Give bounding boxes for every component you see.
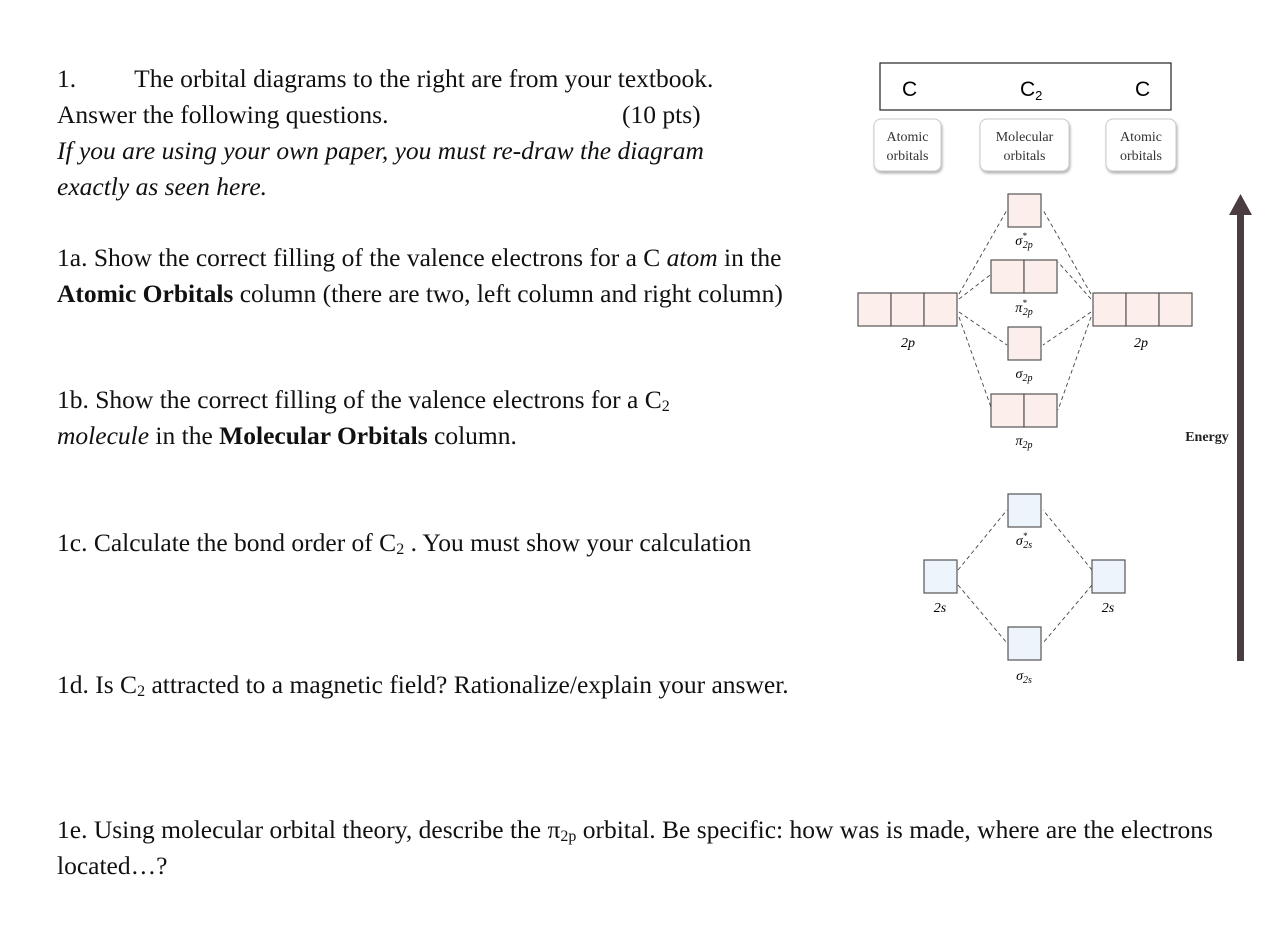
question-1c [57,525,837,561]
label-2s-left: 2s [933,601,947,616]
q1d-text-start: 1d. Is C [57,670,138,699]
q1a-atomic-orbitals: Atomic Orbitals [57,279,234,308]
label-sigma-2s: $\sigma_{2s}$ [1016,669,1032,686]
header-right-atom: C [1135,78,1151,101]
label-2s-right: 2s [1101,601,1115,616]
header-left-atom: C [902,78,918,101]
question-points: (10 pts) [622,100,701,129]
mo-pi-star-2p [991,260,1057,293]
col-label-center [980,119,1069,171]
svg-text:Atomic: Atomic [1120,130,1162,145]
label-pi-2p: $\pi_{2p}$ [1015,434,1033,451]
q1c-text-end: . You must show your calculation [404,528,752,557]
col-label-left [874,119,941,171]
mo-sigma-star-2p [1008,194,1041,227]
q1a-text-mid: in the [717,243,782,272]
question-1-note: If you are using your own paper, you must re-draw the diagram exactly as seen here. [57,136,704,201]
col-label-right [1106,119,1176,171]
question-1 [57,61,777,205]
ao-2s-left [924,560,957,593]
question-1a [57,240,797,312]
label-2p-right: 2p [1134,336,1148,351]
question-1b [57,382,797,454]
mo-sigma-2s [1008,627,1041,660]
q1b-text-mid: in the [149,421,220,450]
q1b-molecule-word: molecule [57,421,150,450]
q1b-text-end: column. [427,421,517,450]
q1a-atom-word: atom [666,243,718,272]
ao-2p-right [1093,293,1192,326]
svg-text:Atomic: Atomic [886,130,929,145]
question-number: 1. [57,64,77,93]
label-sigma-2p: $\sigma_{2p}$ [1015,367,1033,384]
mo-sigma-2p [1008,327,1041,360]
svg-text:orbitals: orbitals [886,149,929,164]
question-1-instruction: Answer the following questions. [57,100,389,129]
question-1e [57,812,1217,884]
energy-label: Energy [1185,430,1229,445]
label-sigma-star-2p: σ* 2p [1015,231,1033,251]
q1b-subscript: 2 [661,398,670,415]
q1b-text-start: 1b. Show the correct filling of the valence electrons for a C [57,385,662,414]
q1c-text-start: 1c. Calculate the bond order of C [57,528,397,557]
svg-text:Molecular: Molecular [995,130,1054,145]
mo-diagram [850,55,1260,705]
q1e-text-end: orbital. Be specific: how was is made, where are the electrons located…? [57,815,1213,880]
q1b-molecular-orbitals: Molecular Orbitals [219,421,428,450]
question-1d [57,667,797,703]
label-2p-left: 2p [901,336,915,351]
ao-2s-right [1092,560,1125,593]
header-molecule: C2 [1020,78,1043,103]
q1d-subscript: 2 [137,683,146,700]
svg-text:orbitals: orbitals [1003,149,1046,164]
q1a-text-start: 1a. Show the correct filling of the valence electrons for a C [57,243,667,272]
energy-arrow-head [1229,194,1252,215]
svg-text:orbitals: orbitals [1120,149,1162,164]
mo-sigma-star-2s [1008,494,1041,527]
label-sigma-star-2s: σ* 2s [1015,531,1033,551]
energy-arrow-shaft [1237,213,1244,661]
q1d-text-end: attracted to a magnetic field? Rationalize/explain your answer. [145,670,789,699]
q1e-subscript: 2p [560,828,577,845]
q1e-text-start: 1e. Using molecular orbital theory, describe the π [57,815,561,844]
label-pi-star-2p: π* 2p [1015,298,1033,318]
q1a-text-end: column (there are two, left column and right column) [233,279,783,308]
ao-2p-left [858,293,957,326]
question-1-intro: The orbital diagrams to the right are from your textbook. [134,64,714,93]
q1c-subscript: 2 [396,541,405,558]
mo-pi-2p [991,394,1057,427]
